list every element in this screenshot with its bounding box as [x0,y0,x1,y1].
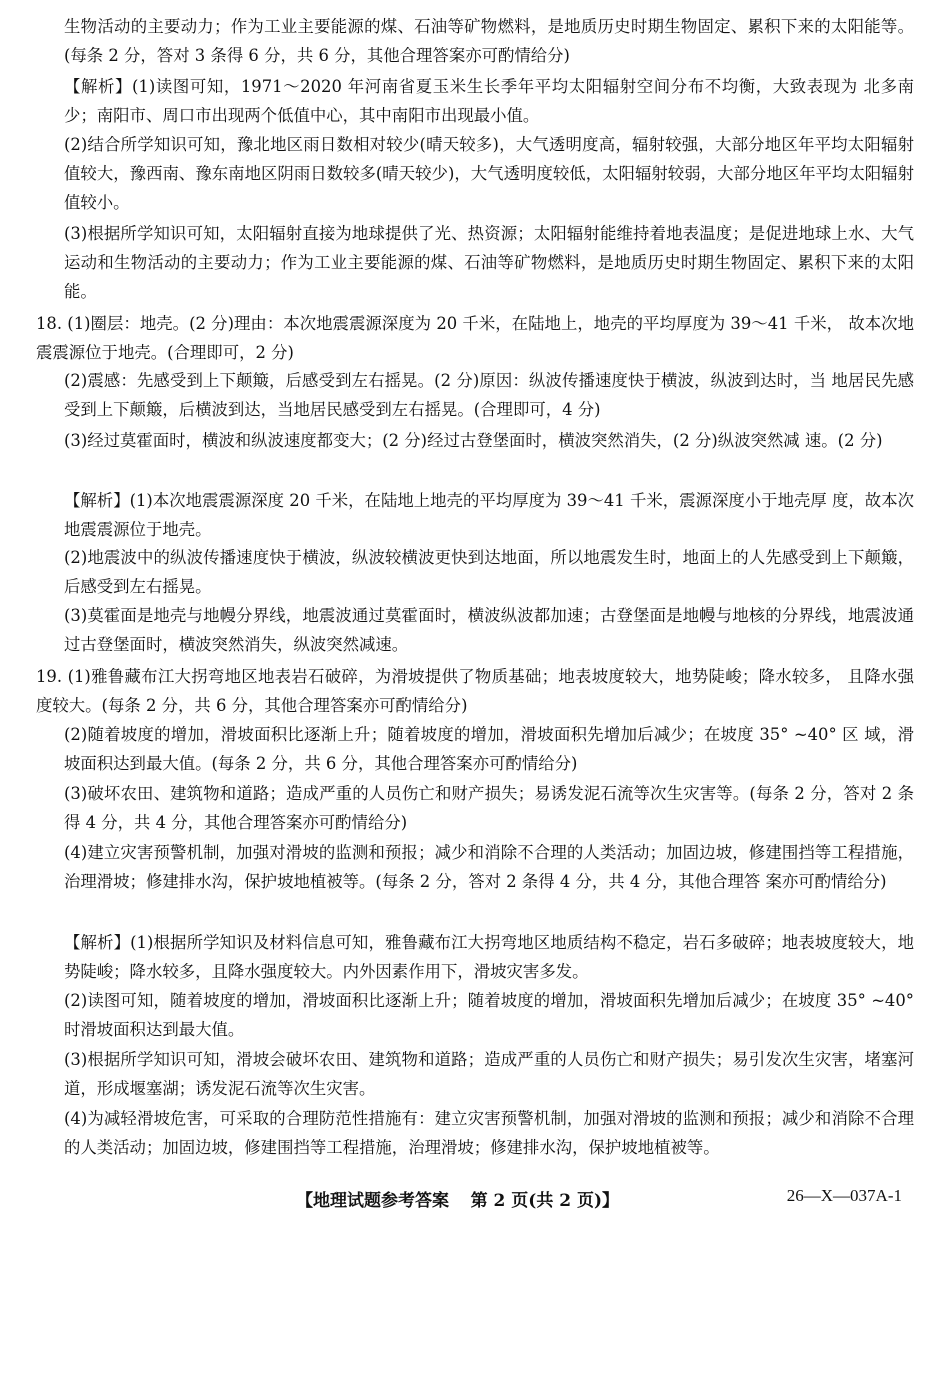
analysis-17-3: (3)根据所学知识可知，太阳辐射直接为地球提供了光、热资源；太阳辐射能维持着地表温度；是促进地球上水、大气运动和生物活动的主要动力；作为工业主要能源的煤、石油等矿物燃料，是地质历史时期生物固定、累积下来的太阳能。 [64,224,914,301]
analysis-17-1: 【解析】(1)读图可知，1971～2020 年河南省夏玉米生长季年平均太阳辐射空间分布不均衡，大致表现为 北多南少；南阳市、周口市出现两个低值中心，其中南阳市出现最小值。 [64,77,914,125]
analysis-19-1: 【解析】(1)根据所学知识及材料信息可知，雅鲁藏布江大拐弯地区地质结构不稳定，岩石多破碎；地表坡度较大，地势陡峻；降水较多，且降水强度较大。内外因素作用下，滑坡灾害多发。 [64,933,914,981]
analysis-18-1: 【解析】(1)本次地震震源深度 20 千米，在陆地上地壳的平均厚度为 39～41 千米，震源深度小于地壳厚 度，故本次地震震源位于地壳。 [64,491,914,539]
analysis-17-2: (2)结合所学知识可知，豫北地区雨日数相对较少(晴天较多)，大气透明度高，辐射较强，大部分地区年平均太阳辐射值较大，豫西南、豫东南地区阴雨日数较多(晴天较少)，大气透明度较低，太阳辐射较弱，大部分地区年平均太阳辐射值较小。 [64,135,914,212]
answer-18-2: (2)震感：先感受到上下颠簸，后感受到左右摇晃。(2 分)原因：纵波传播速度快于横波，纵波到达时，当 地居民先感受到上下颠簸，后横波到达，当地居民感受到左右摇晃。(合理即可，4 分) [64,371,914,419]
page-footer [0,1186,950,1212]
answer-18-3: (3)经过莫霍面时，横波和纵波速度都变大；(2 分)经过古登堡面时，横波突然消失，(2 分)纵波突然减 速。(2 分) [64,431,883,450]
footer-paper-code: 26—X—037A-1 [786,1186,902,1205]
answer-19-2: (2)随着坡度的增加，滑坡面积比逐渐上升；随着坡度的增加，滑坡面积先增加后减少；在坡度 35° ~40° 区 域，滑坡面积达到最大值。(每条 2 分，共 6 分，其他合理答案亦可酌情给分) [64,725,914,773]
paragraph-17-3-tail: 生物活动的主要动力；作为工业主要能源的煤、石油等矿物燃料，是地质历史时期生物固定、累积下来的太阳能等。(每条 2 分，答对 3 条得 6 分，共 6 分，其他合理答案亦可酌情给分) [64,17,914,65]
analysis-19-3: (3)根据所学知识可知，滑坡会破坏农田、建筑物和道路；造成严重的人员伤亡和财产损失；易引发次生灾害，堵塞河道，形成堰塞湖；诱发泥石流等次生灾害。 [64,1050,914,1098]
footer-title-block [296,1186,619,1211]
answer-18-1: 18. (1)圈层：地壳。(2 分)理由：本次地震震源深度为 20 千米，在陆地上，地壳的平均厚度为 39～41 千米， 故本次地震震源位于地壳。(合理即可，2 分) [36,314,914,362]
footer-title: 【地理试题参考答案 [296,1191,449,1211]
answer-19-1: 19. (1)雅鲁藏布江大拐弯地区地表岩石破碎，为滑坡提供了物质基础；地表坡度较大，地势陡峻；降水较多， 且降水强度较大。(每条 2 分，共 6 分，其他合理答案亦可酌情给分) [36,667,914,715]
answer-19-3: (3)破坏农田、建筑物和道路；造成严重的人员伤亡和财产损失；易诱发泥石流等次生灾害等。(每条 2 分，答对 2 条得 4 分，共 4 分，其他合理答案亦可酌情给分) [64,784,914,832]
analysis-19-4: (4)为减轻滑坡危害，可采取的合理防范性措施有：建立灾害预警机制，加强对滑坡的监测和预报；减少和消除不合理的人类活动；加固边坡，修建围挡等工程措施，治理滑坡；修建排水沟，保护坡地植被等。 [64,1109,914,1157]
analysis-18-3: (3)莫霍面是地壳与地幔分界线，地震波通过莫霍面时，横波纵波都加速；古登堡面是地幔与地核的分界线，地震波通过古登堡面时，横波突然消失，纵波突然减速。 [64,606,914,654]
analysis-18-2: (2)地震波中的纵波传播速度快于横波，纵波较横波更快到达地面，所以地震发生时，地面上的人先感受到上下颠簸，后感受到左右摇晃。 [64,548,914,596]
analysis-19-2: (2)读图可知，随着坡度的增加，滑坡面积比逐渐上升；随着坡度的增加，滑坡面积先增加后减少；在坡度 35° ~40° 时滑坡面积达到最大值。 [64,991,914,1039]
footer-page-number: 第 2 页(共 2 页)】 [470,1191,620,1211]
answer-19-4: (4)建立灾害预警机制，加强对滑坡的监测和预报；减少和消除不合理的人类活动；加固边坡，修建围挡等工程措施，治理滑坡；修建排水沟，保护坡地植被等。(每条 2 分，答对 2 条得 4 分，共 4 分，其他合理答 案亦可酌情给分) [64,843,914,891]
